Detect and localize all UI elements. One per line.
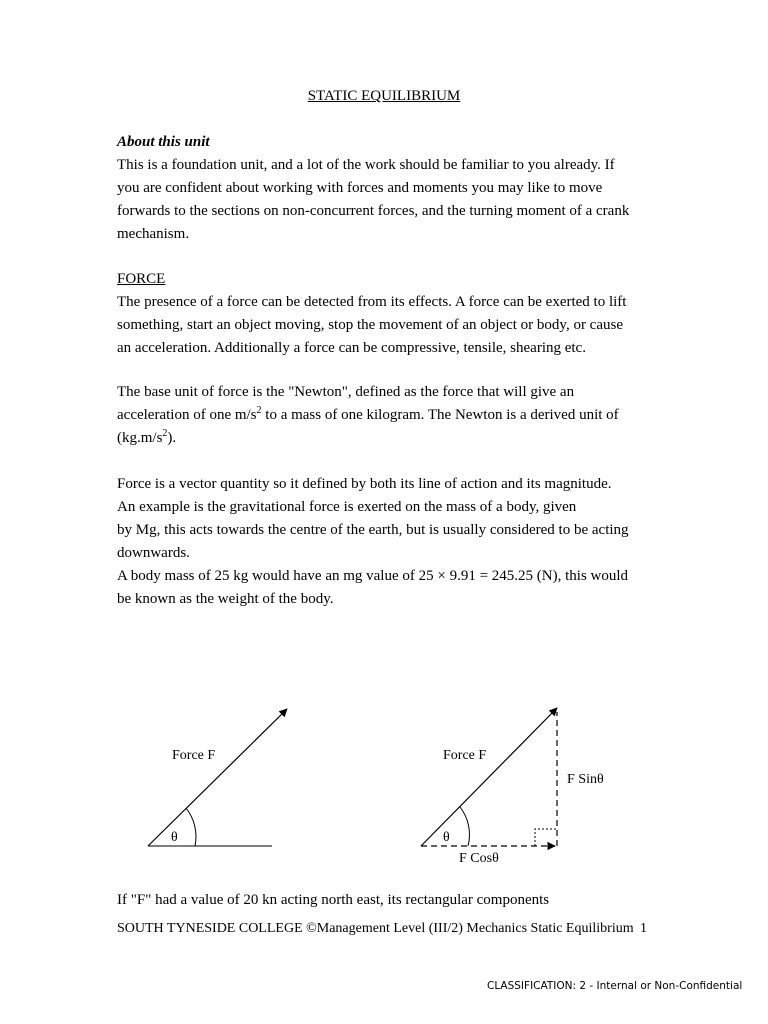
page-footer: SOUTH TYNESIDE COLLEGE ©Management Level (III/2) Mechanics Static Equilibrium xyxy=(117,921,634,936)
force-line: The presence of a force can be detected from its effects. A force can be exerted to lift xyxy=(117,294,627,310)
left-angle-arc xyxy=(186,808,196,846)
vector-line: A body mass of 25 kg would have an mg value of 25 × 9.91 = 245.25 (N), this would xyxy=(117,568,629,584)
classification-label: CLASSIFICATION: 2 - Internal or Non-Confidential xyxy=(487,980,743,992)
cos-component-label: F Cosθ xyxy=(459,851,499,866)
force-line: an acceleration. Additionally a force can be compressive, tensile, shearing etc. xyxy=(117,340,586,356)
right-force-arrow xyxy=(421,708,557,846)
about-line: This is a foundation unit, and a lot of the work should be familiar to you already. If xyxy=(117,157,615,173)
about-line: mechanism. xyxy=(117,226,190,242)
vector-line: by Mg, this acts towards the centre of the earth, but is usually considered to be acting xyxy=(117,522,629,538)
page-number: 1 xyxy=(640,921,647,936)
about-line: forwards to the sections on non-concurrent forces, and the turning moment of a crank xyxy=(117,203,630,219)
sin-component-label: F Sinθ xyxy=(567,772,604,787)
vector-line: downwards. xyxy=(117,545,190,561)
vector-line: Force is a vector quantity so it defined by both its line of action and its magnitude. xyxy=(117,476,612,492)
newton-line: $(kg.m/s^2)$. xyxy=(117,428,177,446)
page-title: STATIC EQUILIBRIUM xyxy=(307,88,461,104)
right-angle-arc xyxy=(460,807,469,846)
left-force-label: Force F xyxy=(172,748,216,763)
closing-line: If "F" had a value of 20 kn acting north east, its rectangular components xyxy=(117,892,550,908)
left-force-arrow xyxy=(148,709,287,846)
force-line: something, start an object moving, stop the movement of an object or body, or cause xyxy=(117,317,623,333)
about-heading: About this unit xyxy=(117,134,210,150)
right-angle-marker xyxy=(535,829,557,846)
vector-line: An example is the gravitational force is exerted on the mass of a body, given xyxy=(117,499,577,515)
about-line: you are confident about working with forces and moments you may like to move xyxy=(117,180,603,196)
newton-line: acceleration of one $m/s^2$ to a mass of one kilogram. The Newton is a derived unit of xyxy=(117,405,619,423)
newton-line: The base unit of force is the "Newton", defined as the force that will give an xyxy=(117,384,575,400)
right-theta-label: θ xyxy=(443,830,450,845)
force-heading: FORCE xyxy=(117,271,166,287)
closing-paragraph xyxy=(117,889,657,912)
vector-line: be known as the weight of the body. xyxy=(117,591,334,607)
right-force-label: Force F xyxy=(443,748,487,763)
left-theta-label: θ xyxy=(171,830,178,845)
